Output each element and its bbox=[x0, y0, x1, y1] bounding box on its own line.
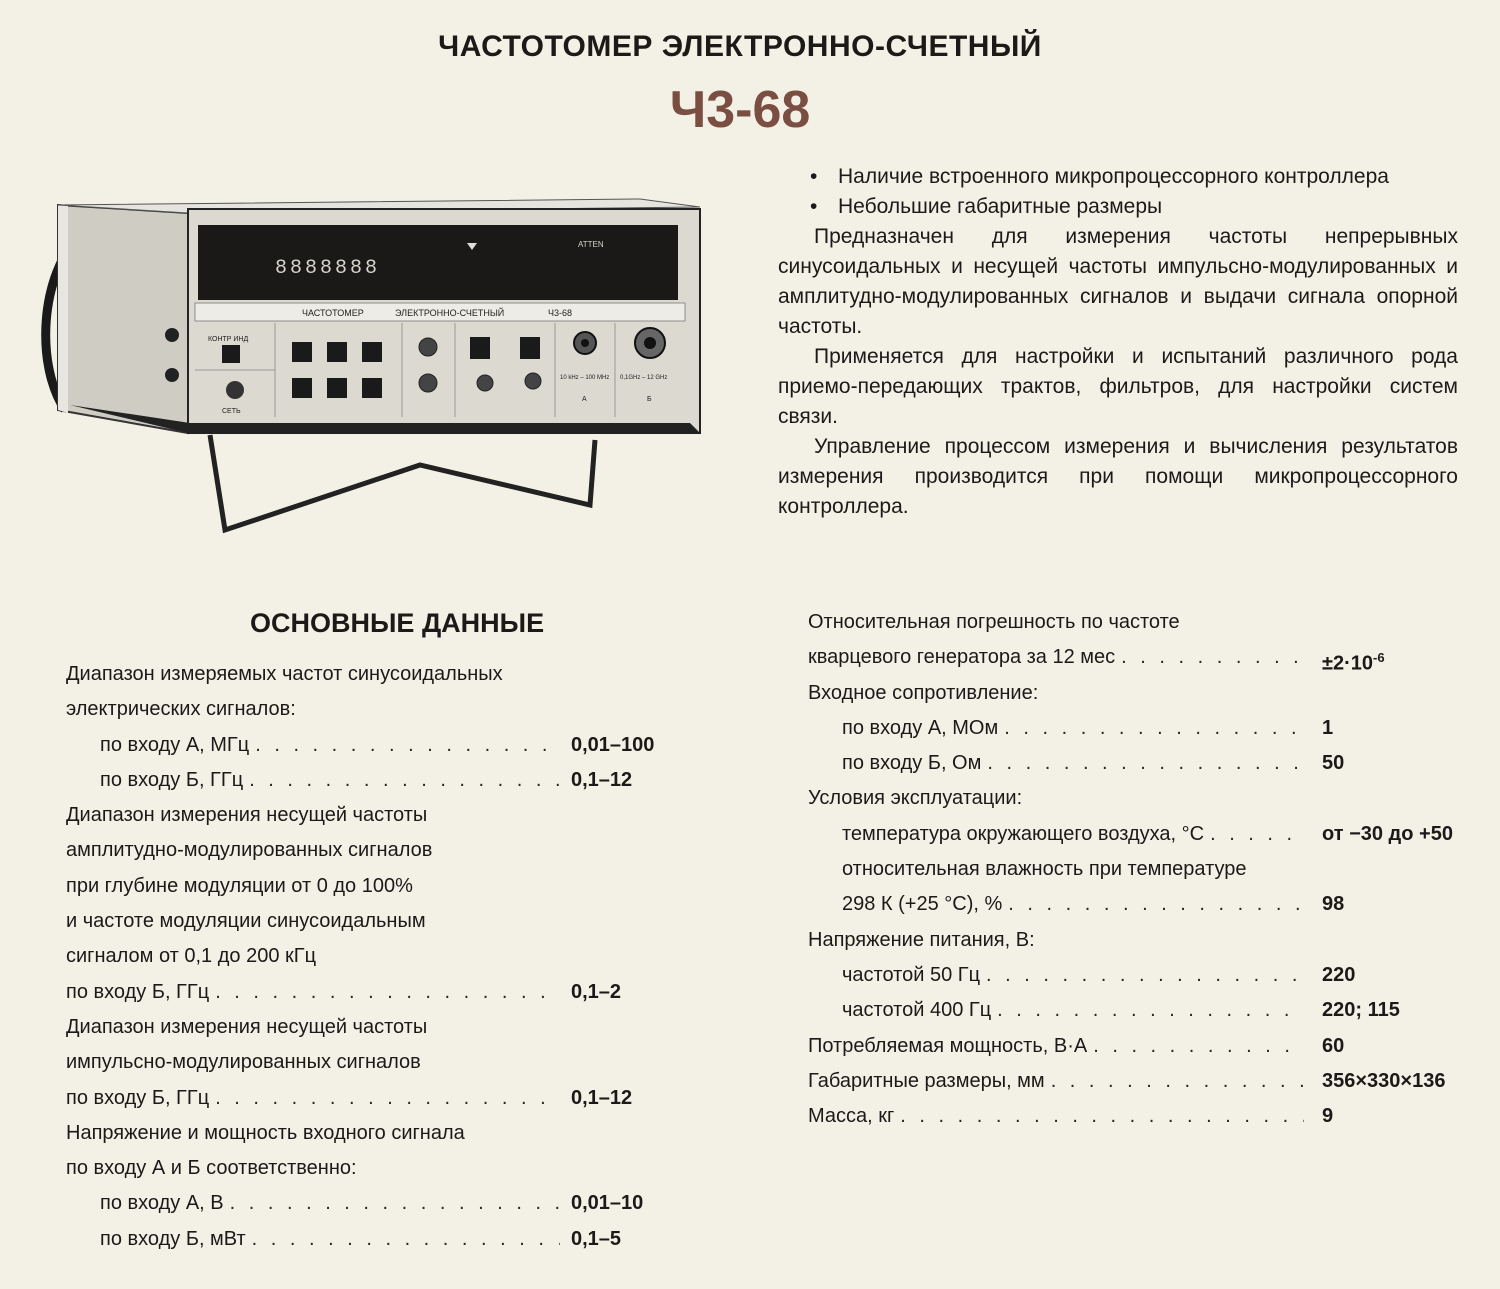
spec-row bbox=[808, 817, 1453, 852]
model-number: Ч3-68 bbox=[669, 81, 811, 139]
spec-value-exponent: -6 bbox=[1373, 650, 1385, 666]
spec-value bbox=[571, 1081, 632, 1116]
leader-dots bbox=[255, 728, 560, 763]
leader-dots bbox=[252, 1222, 560, 1257]
spec-label: по входу Б, ГГц bbox=[100, 768, 244, 791]
spec-value bbox=[1322, 640, 1385, 682]
spec-row bbox=[808, 711, 1334, 746]
spec-row bbox=[808, 958, 1356, 993]
spec-label: по входу Б, мВт bbox=[100, 1227, 246, 1250]
input-a-range: 10 kHz – 100 MHz bbox=[560, 375, 610, 381]
spec-row bbox=[66, 975, 622, 1010]
spec-value-text: 0,1–12 bbox=[571, 1086, 633, 1109]
power-label: СЕТЬ bbox=[222, 408, 241, 415]
spec-text: Диапазон измерения несущей частоты bbox=[66, 804, 428, 827]
panel-label-3: Ч3-68 bbox=[548, 308, 573, 318]
spec-text: при глубине модуляции от 0 до 100% bbox=[66, 874, 413, 897]
leader-dots bbox=[1051, 1064, 1304, 1099]
panel-label-1: ЧАСТОТОМЕР bbox=[302, 308, 364, 318]
spec-row bbox=[66, 1222, 622, 1257]
spec-value-text: 1 bbox=[1322, 716, 1334, 739]
spec-value bbox=[571, 1186, 643, 1221]
spec-value bbox=[1322, 887, 1344, 922]
spec-text: относительная влажность при температуре bbox=[842, 858, 1247, 881]
spec-value-text: 60 bbox=[1322, 1034, 1345, 1057]
spec-value-text: 0,01–10 bbox=[571, 1192, 644, 1215]
leader-dots bbox=[900, 1099, 1304, 1134]
leader-dots bbox=[1121, 640, 1304, 675]
leader-dots bbox=[1210, 817, 1304, 852]
spec-row bbox=[66, 1186, 644, 1221]
intro-bullet: • Небольшие габаритные размеры bbox=[778, 192, 1458, 222]
spec-row bbox=[66, 728, 655, 763]
spec-value bbox=[571, 1222, 621, 1257]
leader-dots bbox=[1008, 887, 1304, 922]
leader-dots bbox=[230, 1186, 560, 1221]
spec-row bbox=[808, 887, 1345, 922]
spec-value bbox=[1322, 711, 1333, 746]
specs-title: ОСНОВНЫЕ ДАННЫЕ bbox=[250, 608, 545, 638]
spec-value-text: 0,1–5 bbox=[571, 1227, 622, 1250]
spec-text: Напряжение питания, В: bbox=[808, 928, 1035, 951]
spec-text: импульсно-модулированных сигналов bbox=[66, 1051, 421, 1074]
spec-value-text: 0,1–2 bbox=[571, 980, 622, 1003]
spec-row bbox=[808, 1099, 1334, 1134]
leader-dots bbox=[986, 958, 1304, 993]
input-a-label: А bbox=[582, 396, 587, 403]
spec-value bbox=[1322, 958, 1355, 993]
leader-dots bbox=[249, 763, 560, 798]
input-b-range: 0,1GHz – 12 GHz bbox=[620, 375, 668, 381]
spec-row bbox=[66, 763, 633, 798]
spec-label: Габаритные размеры, мм bbox=[808, 1069, 1045, 1092]
spec-text: электрических сигналов: bbox=[66, 698, 296, 721]
spec-value bbox=[1322, 1029, 1344, 1064]
display-readout: 8888888 bbox=[275, 257, 381, 280]
spec-value-text: 50 bbox=[1322, 752, 1345, 775]
spec-label: Потребляемая мощность, В·А bbox=[808, 1034, 1088, 1057]
spec-label: 298 К (+25 °С), % bbox=[842, 893, 1003, 916]
leader-dots bbox=[1093, 1029, 1304, 1064]
atten-label: ATTEN bbox=[578, 240, 604, 249]
spec-row bbox=[66, 1081, 633, 1116]
page-title: ЧАСТОТОМЕР ЭЛЕКТРОННО-СЧЕТНЫЙ bbox=[438, 30, 1042, 63]
spec-value-text: 9 bbox=[1322, 1105, 1334, 1128]
spec-label: по входу Б, Ом bbox=[842, 752, 982, 775]
input-b-label: Б bbox=[647, 396, 652, 403]
spec-value bbox=[571, 975, 621, 1010]
spec-value bbox=[571, 763, 632, 798]
spec-label: Масса, кг bbox=[808, 1105, 895, 1128]
spec-label: по входу Б, ГГц bbox=[66, 980, 210, 1003]
spec-text: сигналом от 0,1 до 200 кГц bbox=[66, 945, 317, 968]
intro-paragraph: Предназначен для измерения частоты непрерывных синусоидальных и несущей частоты импульсно-модулированных и амплитудно-модулированных сигналов и выдачи сигнала опорной частоты. bbox=[778, 225, 1458, 338]
spec-label: по входу А, В bbox=[100, 1192, 224, 1215]
spec-label: по входу А, МОм bbox=[842, 716, 999, 739]
spec-value-text: ±2·10 bbox=[1322, 652, 1374, 675]
spec-value-text: от −30 до +50 bbox=[1322, 822, 1453, 845]
spec-value bbox=[1322, 817, 1453, 852]
spec-value-text: 220 bbox=[1322, 963, 1356, 986]
spec-text: и частоте модуляции синусоидальным bbox=[66, 910, 426, 933]
spec-text: Диапазон измеряемых частот синусоидальных bbox=[66, 663, 503, 685]
spec-value bbox=[1322, 746, 1344, 781]
spec-text: по входу А и Б соответственно: bbox=[66, 1157, 357, 1180]
intro-paragraph: Управление процессом измерения и вычисления результатов измерения производится при помощи микропроцессорного контроллера. bbox=[778, 435, 1458, 518]
spec-label: по входу Б, ГГц bbox=[66, 1086, 210, 1109]
spec-text: амплитудно-модулированных сигналов bbox=[66, 839, 433, 862]
spec-text: Условия эксплуатации: bbox=[808, 787, 1023, 810]
intro-paragraph: Применяется для настройки и испытаний различного рода приемо-передающих трактов, фильтров, для настройки систем связи. bbox=[778, 345, 1458, 428]
control-label: КОНТР ИНД bbox=[208, 336, 249, 343]
spec-value-text: 0,1–12 bbox=[571, 768, 633, 791]
leader-dots bbox=[215, 975, 560, 1010]
spec-row bbox=[808, 1064, 1446, 1099]
spec-label: частотой 400 Гц bbox=[842, 999, 992, 1022]
spec-text: Относительная погрешность по частоте bbox=[808, 611, 1180, 633]
spec-value bbox=[1322, 1099, 1333, 1134]
intro-bullet: • Наличие встроенного микропроцессорного контроллера bbox=[778, 162, 1458, 192]
spec-value bbox=[571, 728, 654, 763]
spec-text: Диапазон измерения несущей частоты bbox=[66, 1015, 428, 1038]
spec-label: температура окружающего воздуха, °С bbox=[842, 822, 1205, 845]
spec-value bbox=[1322, 1064, 1445, 1099]
spec-value-text: 0,01–100 bbox=[571, 733, 655, 756]
leader-dots bbox=[215, 1081, 560, 1116]
leader-dots bbox=[987, 746, 1304, 781]
spec-text: Напряжение и мощность входного сигнала bbox=[66, 1121, 465, 1144]
spec-text: Входное сопротивление: bbox=[808, 681, 1039, 704]
spec-value-text: 98 bbox=[1322, 893, 1345, 916]
panel-label-2: ЭЛЕКТРОННО-СЧЕТНЫЙ bbox=[395, 308, 505, 318]
intro-text bbox=[778, 162, 1458, 522]
spec-label: кварцевого генератора за 12 мес bbox=[808, 646, 1116, 669]
spec-label: по входу А, МГц bbox=[100, 733, 250, 756]
spec-value bbox=[1322, 993, 1400, 1028]
spec-value-text: 220; 115 bbox=[1322, 999, 1400, 1022]
leader-dots bbox=[997, 993, 1304, 1028]
spec-row bbox=[808, 746, 1345, 781]
spec-row bbox=[808, 1029, 1345, 1064]
left-specs-column bbox=[66, 657, 655, 1257]
spec-value-text: 356×330×136 bbox=[1322, 1069, 1446, 1092]
device-illustration bbox=[40, 195, 705, 535]
spec-row bbox=[808, 993, 1400, 1028]
spec-label: частотой 50 Гц bbox=[842, 963, 981, 986]
leader-dots bbox=[1004, 711, 1304, 746]
